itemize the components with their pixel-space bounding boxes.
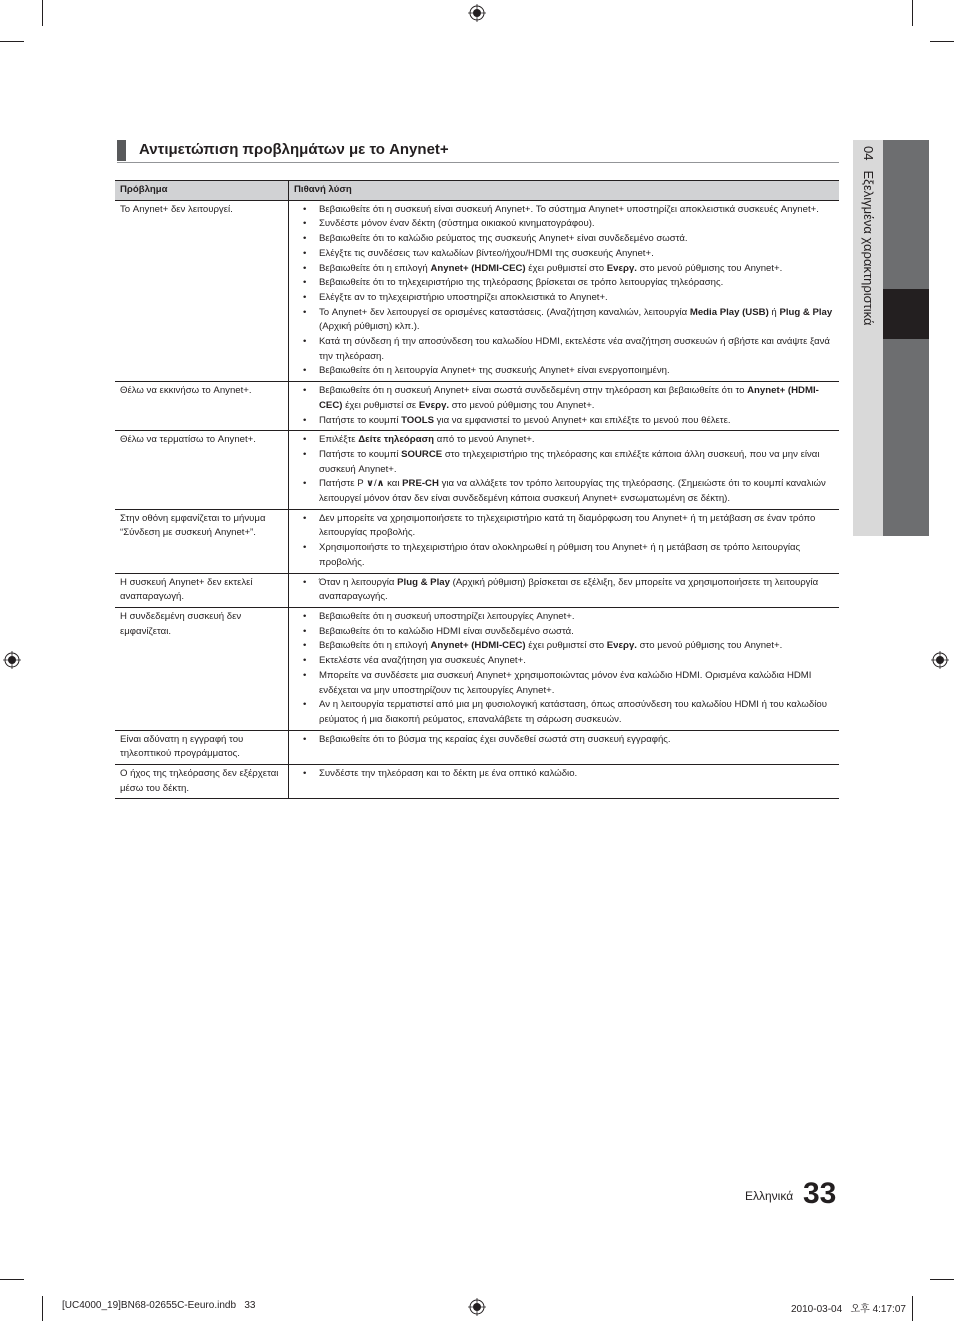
solution-text: Πατήστε P	[319, 478, 367, 490]
solution-text: για να εμφανιστεί το μενού Anynet+ και επιλέξτε το μενού που θέλετε.	[434, 414, 731, 426]
solution-item	[294, 654, 834, 669]
solution-text: Το Anynet+ δεν λειτουργεί σε ορισμένες καταστάσεις. (Αναζήτηση καναλιών, λειτουργία	[319, 306, 690, 318]
solution-item	[294, 306, 834, 335]
solution-text: στο τηλεχειριστήριο της τηλεόρασης και επιλέξτε κάποια άλλη συσκευή, που να μην είναι συσκευή Anynet+.	[319, 448, 820, 475]
keyword-text: Anynet+ (HDMI-CEC)	[319, 385, 819, 411]
solution-item	[294, 335, 834, 364]
solution-text: Κατά τη σύνδεση ή την αποσύνδεση του καλωδίου HDMI, εκτελέστε νέα αναζήτηση συσκευών ή σβήστε και ανάψτε ξανά την τηλεόραση.	[319, 336, 830, 362]
keyword-text: ∧	[376, 478, 385, 490]
chapter-title: Εξελιγμένα χαρακτηριστικά	[861, 170, 876, 326]
solution-item	[294, 669, 834, 698]
section-title: Αντιμετώπιση προβλημάτων με το Anynet+	[139, 141, 449, 158]
solution-text: Πατήστε το κουμπί	[319, 448, 402, 460]
solution-item	[294, 364, 834, 379]
solution-text: Δεν μπορείτε να χρησιμοποιήσετε το τηλεχειριστήριο κατά τη διαμόρφωση του Anynet+ ή τη μετάβαση σε έναν τρόπο λειτουργίας προβολής.	[319, 512, 816, 539]
solution-cell	[289, 431, 840, 510]
solution-cell	[289, 607, 840, 730]
solution-text: Βεβαιωθείτε ότι η επιλογή	[319, 262, 431, 274]
chapter-number: 04	[861, 146, 876, 161]
solution-list	[294, 767, 834, 782]
solution-text: /	[373, 478, 377, 490]
solution-item	[294, 512, 834, 541]
solution-item	[294, 477, 834, 506]
solution-text: στο μενού ρύθμισης του Anynet+.	[449, 399, 595, 411]
solution-text: έχει ρυθμιστεί σε	[342, 399, 419, 411]
keyword-text: Plug & Play	[397, 576, 450, 588]
solution-list	[294, 433, 834, 507]
keyword-text: Anynet+ (HDMI-CEC)	[430, 640, 526, 652]
crop-mark-icon	[0, 1279, 24, 1280]
table-header-row	[115, 181, 839, 201]
solution-cell	[289, 382, 840, 431]
solution-text: Αν η λειτουργία τερματιστεί από μια μη φυσιολογική κατάσταση, όπως αποσύνδεση του καλωδίου HDMI ή του καλωδίου ρεύματος ή μια διακοπή ρεύματος, επαναλάβετε τη σάρωση συσκευών.	[319, 699, 827, 725]
solution-cell	[289, 509, 840, 573]
crop-mark-icon	[42, 1296, 43, 1321]
solution-item	[294, 247, 834, 262]
solution-text: Ελέγξτε τις συνδέσεις των καλωδίων βίντεο/ήχου/HDMI της συσκευής Anynet+.	[319, 247, 654, 259]
registration-mark-icon	[468, 4, 486, 22]
solution-cell	[289, 765, 840, 799]
registration-mark-icon	[931, 651, 949, 669]
table-row	[115, 573, 839, 607]
solution-text: Βεβαιωθείτε ότι το καλώδιο HDMI είναι συνδεδεμένο σωστά.	[319, 625, 574, 637]
keyword-text: Anynet+ (HDMI-CEC)	[430, 262, 526, 274]
solution-text: Βεβαιωθείτε ότι η συσκευή υποστηρίζει λειτουργίες Anynet+.	[319, 610, 575, 622]
solution-text: Βεβαιωθείτε ότι το καλώδιο ρεύματος της συσκευής Anynet+ είναι συνδεδεμένο σωστά.	[319, 233, 688, 245]
solution-text: Βεβαιωθείτε ότι η συσκευή είναι συσκευή Anynet+. Το σύστημα Anynet+ υποστηρίζει αποκλειστικά συσκευές Anynet+.	[319, 203, 819, 215]
solution-item	[294, 448, 834, 477]
table-row	[115, 607, 839, 730]
solution-item	[294, 232, 834, 247]
solution-cell	[289, 730, 840, 764]
page-language: Ελληνικά	[745, 1189, 794, 1203]
solution-cell	[289, 200, 840, 381]
solution-item	[294, 625, 834, 640]
table-row	[115, 200, 839, 381]
registration-mark-icon	[3, 651, 21, 669]
table-row	[115, 730, 839, 764]
solution-text: (Αρχική ρύθμιση) βρίσκεται σε εξέλιξη, δεν μπορείτε να χρησιμοποιήσετε τη λειτουργία αναπαραγωγής.	[319, 576, 819, 603]
crop-mark-icon	[0, 41, 24, 42]
solution-text: Μπορείτε να συνδέσετε μια συσκευή Anynet+ χρησιμοποιώντας μόνον ένα καλώδιο HDMI. Ορισμένα καλώδια HDMI ενδέχεται να μην υποστηρίζουν τις λειτουργίες Anynet+.	[319, 669, 812, 696]
crop-mark-icon	[930, 41, 954, 42]
solution-cell	[289, 573, 840, 607]
solution-text: έχει ρυθμιστεί στο	[525, 262, 607, 274]
troubleshooting-table	[115, 180, 839, 799]
chapter-tab-strip	[883, 339, 929, 536]
crop-mark-icon	[912, 0, 913, 26]
solution-item	[294, 698, 834, 727]
solution-text: και	[384, 478, 403, 490]
column-header-solution: Πιθανή λύση	[289, 181, 840, 201]
keyword-text: Ενεργ.	[606, 262, 637, 274]
solution-list	[294, 512, 834, 571]
solution-text: για να αλλάξετε τον τρόπο λειτουργίας της τηλεόρασης. (Σημειώστε ότι το κουμπί καναλιών λειτουργεί μόνον όταν δεν είναι συνδεδεμένη κάποια συσκευή Anynet+ ενσωματωμένη σε δέκτη).	[319, 478, 826, 505]
table-row	[115, 431, 839, 510]
solution-text: Βεβαιωθείτε ότι η λειτουργία Anynet+ της συσκευής Anynet+ είναι ενεργοποιημένη.	[319, 365, 670, 377]
keyword-text: Plug & Play	[779, 306, 833, 318]
solution-item	[294, 217, 834, 232]
problem-cell: Θέλω να τερματίσω το Anynet+.	[115, 431, 289, 510]
problem-cell: Θέλω να εκκινήσω το Anynet+.	[115, 382, 289, 431]
solution-list	[294, 733, 834, 748]
keyword-text: Ενεργ.	[606, 640, 637, 652]
solution-text: Ελέγξτε αν το τηλεχειριστήριο υποστηρίζει αποκλειστικά το Anynet+.	[319, 291, 608, 303]
solution-text: Βεβαιωθείτε ότι η συσκευή Anynet+ είναι σωστά συνδεδεμένη στην τηλεόραση και βεβαιωθείτε ότι το	[319, 385, 748, 397]
chapter-label	[861, 146, 876, 326]
solution-text: ή	[768, 306, 780, 318]
crop-mark-icon	[930, 1279, 954, 1280]
problem-cell: Στην οθόνη εμφανίζεται το μήνυμα “Σύνδεση με συσκευή Anynet+”.	[115, 509, 289, 573]
problem-cell: Ο ήχος της τηλεόρασης δεν εξέρχεται μέσω του δέκτη.	[115, 765, 289, 799]
print-file-info: [UC4000_19]BN68-02655C-Eeuro.indb 33	[62, 1300, 256, 1311]
chapter-tab-active-marker	[883, 289, 929, 339]
solution-text: Συνδέστε μόνον έναν δέκτη (σύστημα οικιακού κινηματογράφου).	[319, 218, 595, 230]
solution-text: Επιλέξτε	[319, 434, 359, 446]
solution-text: Εκτελέστε νέα αναζήτηση για συσκευές Anynet+.	[319, 655, 526, 667]
print-datetime: 2010-03-04 오후 4:17:07	[791, 1304, 906, 1315]
solution-item	[294, 384, 834, 413]
table-row	[115, 382, 839, 431]
solution-item	[294, 576, 834, 605]
table-row	[115, 765, 839, 799]
solution-item	[294, 733, 834, 748]
keyword-text: TOOLS	[401, 414, 434, 426]
problem-cell: Η συνδεδεμένη συσκευή δεν εμφανίζεται.	[115, 607, 289, 730]
crop-mark-icon	[42, 0, 43, 26]
solution-text: Βεβαιωθείτε ότι το τηλεχειριστήριο της τηλεόρασης βρίσκεται σε τρόπο λειτουργίας τηλεόρασης.	[319, 277, 724, 289]
keyword-text: SOURCE	[401, 448, 443, 460]
solution-text: Πατήστε το κουμπί	[319, 414, 402, 426]
solution-item	[294, 262, 834, 277]
chapter-tab-strip	[883, 140, 929, 289]
keyword-text: PRE-CH	[402, 478, 439, 490]
solution-item	[294, 414, 834, 429]
solution-text: Βεβαιωθείτε ότι το βύσμα της κεραίας έχει συνδεθεί σωστά στη συσκευή εγγραφής.	[319, 733, 671, 745]
solution-list	[294, 610, 834, 728]
keyword-text: Media Play (USB)	[689, 306, 769, 318]
problem-cell: Το Anynet+ δεν λειτουργεί.	[115, 200, 289, 381]
table-row	[115, 509, 839, 573]
solution-item	[294, 767, 834, 782]
solution-text: στο μενού ρύθμισης του Anynet+.	[636, 640, 783, 652]
keyword-text: Δείτε τηλεόραση	[358, 434, 435, 446]
keyword-text: ∨	[366, 478, 374, 490]
keyword-text: Ενεργ.	[418, 399, 450, 411]
heading-marker	[117, 140, 126, 161]
solution-list	[294, 576, 834, 605]
solution-text: από το μενού Anynet+.	[434, 434, 535, 446]
registration-mark-icon	[468, 1298, 486, 1316]
solution-item	[294, 541, 834, 570]
column-header-problem: Πρόβλημα	[115, 181, 289, 201]
heading-divider	[117, 162, 839, 163]
page-number: 33	[803, 1177, 837, 1210]
solution-item	[294, 291, 834, 306]
solution-text: (Αρχική ρύθμιση) κλπ.).	[319, 321, 420, 333]
solution-item	[294, 203, 834, 218]
problem-cell: Η συσκευή Anynet+ δεν εκτελεί αναπαραγωγή.	[115, 573, 289, 607]
solution-text: Όταν η λειτουργία	[319, 576, 398, 588]
solution-list	[294, 203, 834, 379]
solution-item	[294, 433, 834, 448]
crop-mark-icon	[912, 1296, 913, 1321]
solution-text: έχει ρυθμιστεί στο	[525, 640, 607, 652]
solution-text: στο μενού ρύθμισης του Anynet+.	[636, 262, 783, 274]
solution-item	[294, 639, 834, 654]
solution-text: Χρησιμοποιήστε το τηλεχειριστήριο όταν ολοκληρωθεί η ρύθμιση του Anynet+ ή η μετάβαση σε τρόπο λειτουργίας προβολής.	[319, 542, 801, 568]
solution-item	[294, 610, 834, 625]
solution-text: Συνδέστε την τηλεόραση και το δέκτη με ένα οπτικό καλώδιο.	[319, 768, 578, 780]
problem-cell: Είναι αδύνατη η εγγραφή του τηλεοπτικού προγράμματος.	[115, 730, 289, 764]
solution-item	[294, 276, 834, 291]
solution-list	[294, 384, 834, 428]
solution-text: Βεβαιωθείτε ότι η επιλογή	[319, 640, 431, 652]
table-body	[115, 200, 839, 799]
